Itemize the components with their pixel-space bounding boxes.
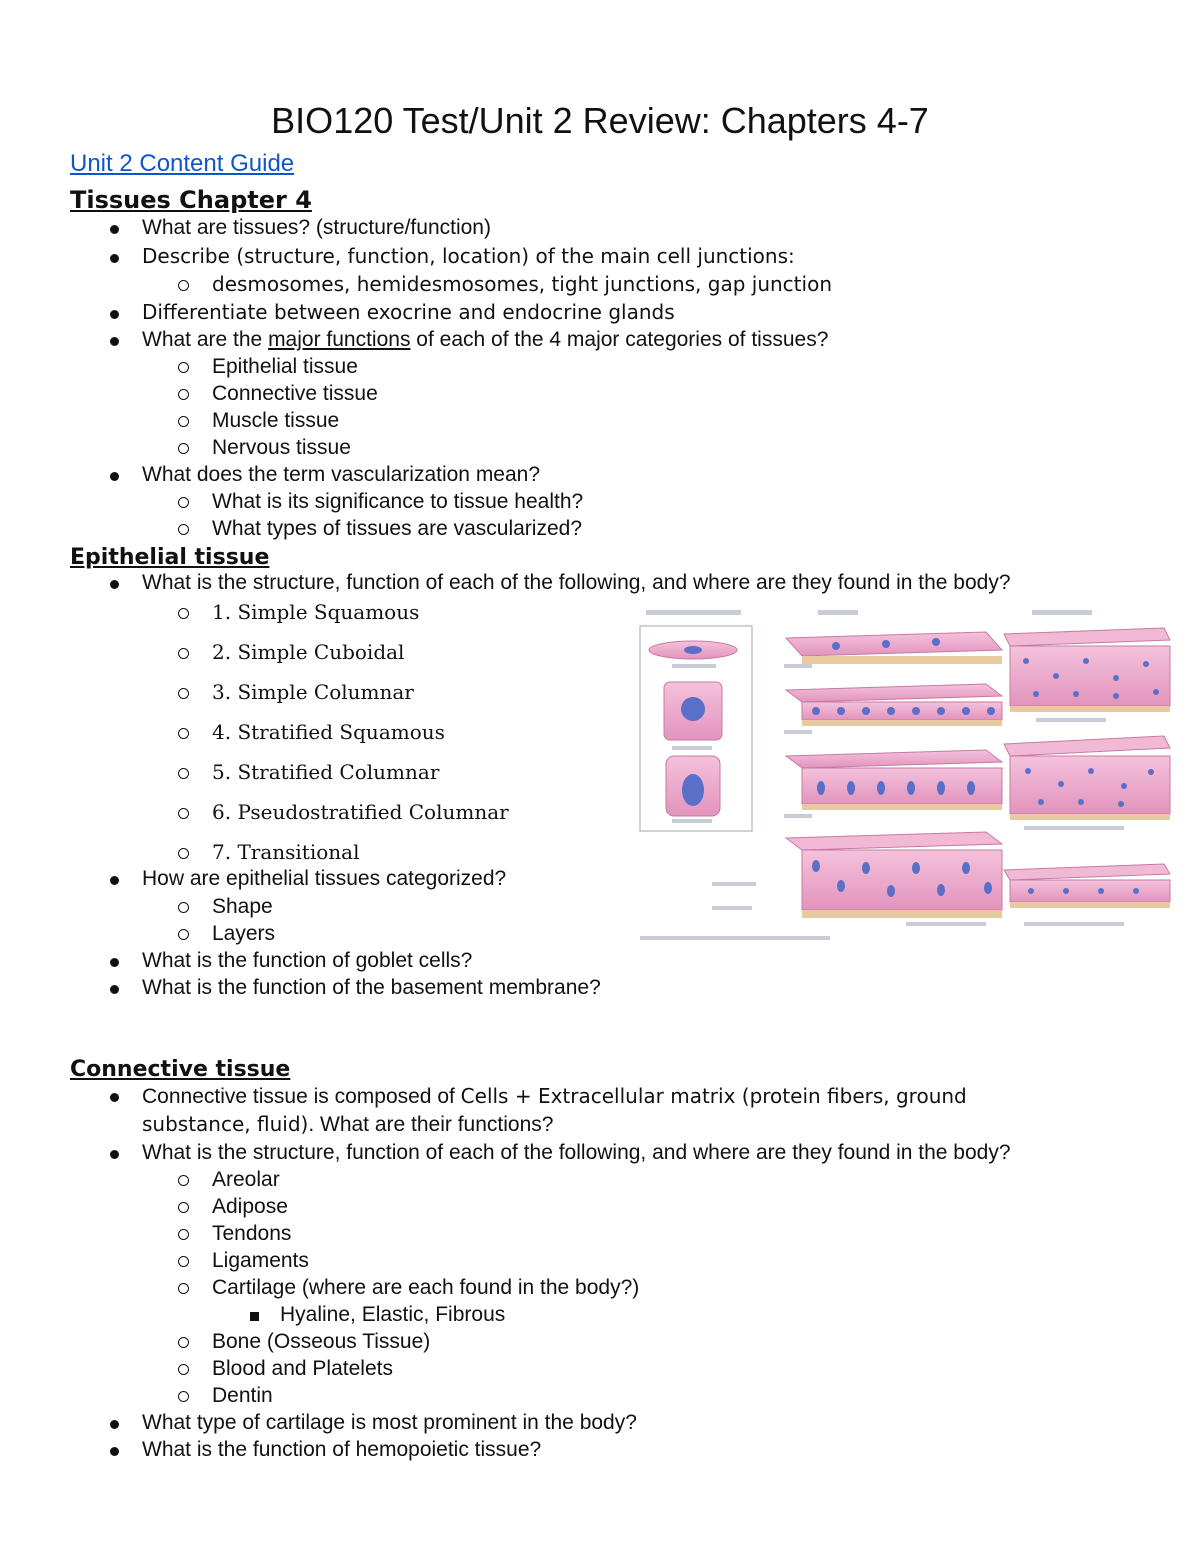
circle-bullet-icon — [178, 1391, 189, 1402]
circle-bullet-icon — [178, 1175, 189, 1186]
circle-bullet-icon — [178, 362, 189, 373]
tissues-heading: Tissues Chapter 4 — [70, 186, 312, 214]
circle-bullet-icon — [178, 608, 189, 619]
square-bullet-icon — [250, 1312, 259, 1321]
circle-bullet-icon — [178, 648, 189, 659]
circle-bullet-icon — [178, 848, 189, 859]
bullet-icon — [110, 1150, 119, 1159]
epithelial-heading: Epithelial tissue — [70, 545, 270, 570]
circle-bullet-icon — [178, 768, 189, 779]
bullet-icon — [110, 310, 119, 319]
circle-bullet-icon — [178, 902, 189, 913]
page-title: BIO120 Test/Unit 2 Review: Chapters 4-7 — [271, 100, 929, 141]
bullet-icon — [110, 958, 119, 967]
circle-bullet-icon — [178, 808, 189, 819]
circle-bullet-icon — [178, 1364, 189, 1375]
circle-bullet-icon — [178, 929, 189, 940]
circle-bullet-icon — [178, 1202, 189, 1213]
circle-bullet-icon — [178, 728, 189, 739]
bullet-icon — [110, 337, 119, 346]
bullet-icon — [110, 876, 119, 885]
circle-bullet-icon — [178, 524, 189, 535]
bullet-icon — [110, 472, 119, 481]
bullet-icon — [110, 985, 119, 994]
bullet-icon — [110, 254, 119, 263]
bullet-icon — [110, 1093, 119, 1102]
bullet-icon — [110, 1447, 119, 1456]
content-guide-link[interactable]: Unit 2 Content Guide — [70, 150, 295, 177]
circle-bullet-icon — [178, 443, 189, 454]
connective-heading: Connective tissue — [70, 1057, 291, 1082]
circle-bullet-icon — [178, 1229, 189, 1240]
circle-bullet-icon — [178, 280, 189, 291]
circle-bullet-icon — [178, 416, 189, 427]
circle-bullet-icon — [178, 389, 189, 400]
circle-bullet-icon — [178, 1256, 189, 1267]
bullet-icon — [110, 1420, 119, 1429]
circle-bullet-icon — [178, 1337, 189, 1348]
document-page: BIO120 Test/Unit 2 Review: Chapters 4-7 Unit 2 Content Guide Tissues Chapter 4 What are tissues? (structure/function) Describe (structure, function, location) of the main cell junctions: desmosomes, hemidesmosomes, tight junctions, gap junction Differentiate between exocrine and endocrine glands What are the major functions of each of the 4 major categories of tissues? Epithelial tissue Connective tissue Muscle tissue Nervous tissue What does the term vascularization mean? What is its significance to tissue health? What types of tissues are vascularized? Epithelial tissue What is the structure, function of each of the following, and where are they found in the body? 1. Simple Squamous 2. Simple Cuboidal 3. Simple Columnar 4. Stratified Squamous 5. Stratified Columnar 6. Pseudostratified Columnar 7. Transitional How are epithelial tissues categorized? Shape Layers What is the function of goblet cells? What is the function of the basement membrane? Connective tissue Connective tissue is composed of Cells + Extracellular matrix (protein fibers, ground substance, fluid). What are their functions? What is the structure, function of each of the following, and where are they found in the body? Areolar Adipose Tendons Ligaments Cartilage (where are each found in the body?) Hyaline, Elastic, Fibrous Bone (Osseous Tissue) Blood and Platelets Dentin What type of cartilage is most prominent in the body? What is the function of hemopoietic tissue? — [0, 0, 1200, 1553]
epithelial-tissue-figure — [636, 606, 1172, 942]
bullet-icon — [110, 580, 119, 589]
circle-bullet-icon — [178, 688, 189, 699]
circle-bullet-icon — [178, 1283, 189, 1294]
bullet-icon — [110, 225, 119, 234]
circle-bullet-icon — [178, 497, 189, 508]
